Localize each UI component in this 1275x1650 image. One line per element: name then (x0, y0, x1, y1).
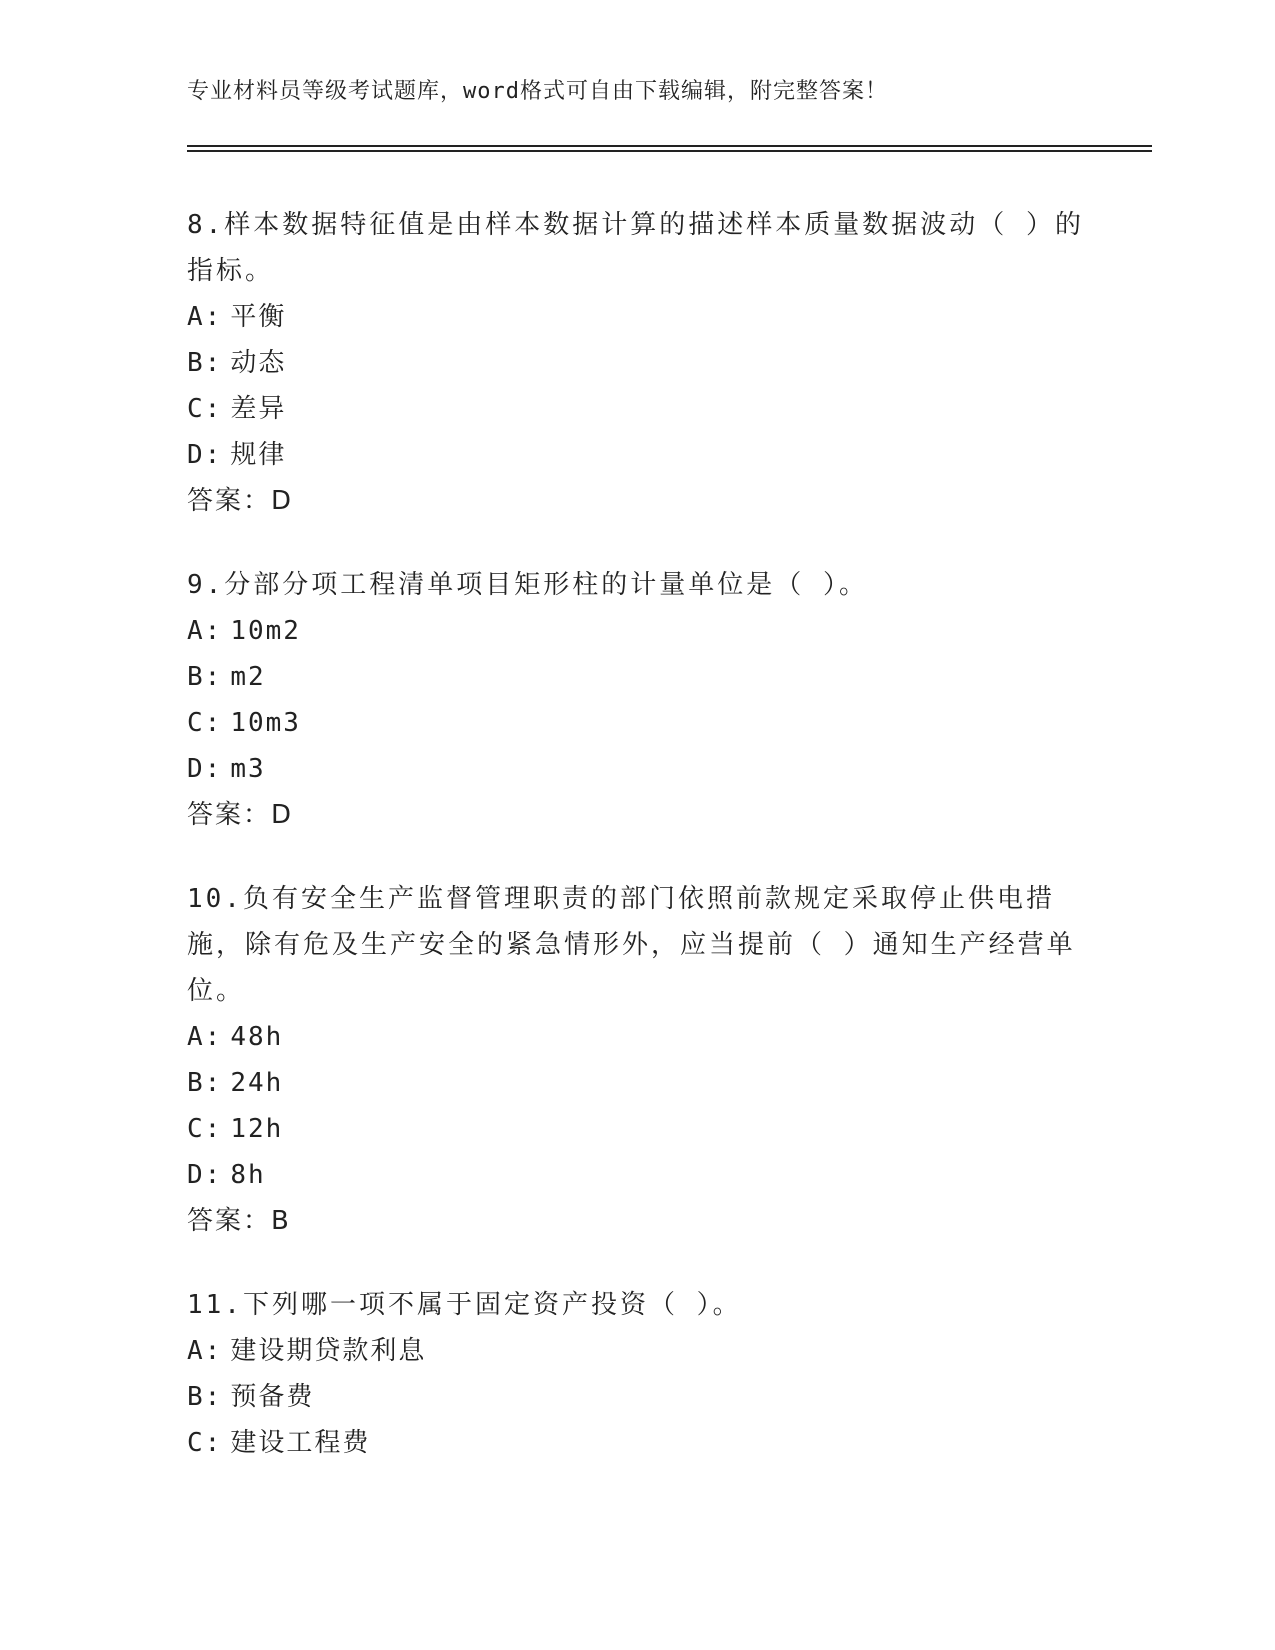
option-a (187, 294, 1087, 340)
option-letter: B: (187, 1068, 223, 1098)
question-9 (187, 562, 1087, 838)
option-d (187, 432, 1087, 478)
option-c (187, 1420, 1087, 1466)
option-letter: B: (187, 662, 223, 692)
option-a (187, 1014, 1087, 1060)
page-header-text: 专业材料员等级考试题库，word格式可自由下载编辑，附完整答案！ (187, 79, 888, 104)
option-letter: A: (187, 1336, 223, 1366)
answer-line: 答案：D (187, 486, 294, 516)
option-text: 建设工程费 (230, 1428, 371, 1458)
option-b (187, 1060, 1087, 1106)
option-letter: A: (187, 1022, 223, 1052)
option-text: 10m2 (230, 616, 301, 646)
option-text: m2 (230, 662, 266, 692)
option-letter: C: (187, 1114, 223, 1144)
option-text: 建设期贷款利息 (230, 1336, 427, 1366)
option-text: 48h (230, 1022, 284, 1052)
option-text: 规律 (230, 440, 287, 470)
option-letter: D: (187, 754, 223, 784)
option-text: 12h (230, 1114, 284, 1144)
option-letter: B: (187, 1382, 223, 1412)
header-divider (187, 145, 1152, 152)
option-b (187, 1374, 1087, 1420)
option-text: 24h (230, 1068, 284, 1098)
question-stem: 8.样本数据特征值是由样本数据计算的描述样本质量数据波动（ ）的指标。 (187, 210, 1084, 286)
question-list (187, 202, 1087, 1504)
option-a (187, 608, 1087, 654)
option-text: 动态 (230, 348, 287, 378)
option-letter: D: (187, 1160, 223, 1190)
option-d (187, 1152, 1087, 1198)
option-letter: C: (187, 1428, 223, 1458)
question-11 (187, 1282, 1087, 1466)
option-text: 8h (230, 1160, 266, 1190)
option-c (187, 700, 1087, 746)
option-letter: D: (187, 440, 223, 470)
question-stem: 11.下列哪一项不属于固定资产投资（ ）。 (187, 1290, 742, 1320)
option-letter: A: (187, 302, 223, 332)
option-letter: C: (187, 394, 223, 424)
option-text: 预备费 (230, 1382, 315, 1412)
option-c (187, 1106, 1087, 1152)
option-text: 10m3 (230, 708, 301, 738)
question-stem: 10.负有安全生产监督管理职责的部门依照前款规定采取停止供电措施，除有危及生产安全的紧急情形外，应当提前（ ）通知生产经营单位。 (187, 884, 1076, 1006)
answer-line: 答案：D (187, 800, 294, 830)
question-10 (187, 876, 1087, 1244)
option-b (187, 654, 1087, 700)
question-8 (187, 202, 1087, 524)
answer-line: 答案：B (187, 1206, 291, 1236)
option-a (187, 1328, 1087, 1374)
option-d (187, 746, 1087, 792)
question-stem: 9.分部分项工程清单项目矩形柱的计量单位是（ ）。 (187, 570, 868, 600)
option-b (187, 340, 1087, 386)
option-letter: C: (187, 708, 223, 738)
option-text: 差异 (230, 394, 287, 424)
option-c (187, 386, 1087, 432)
option-text: m3 (230, 754, 266, 784)
option-letter: A: (187, 616, 223, 646)
option-text: 平衡 (230, 302, 287, 332)
option-letter: B: (187, 348, 223, 378)
